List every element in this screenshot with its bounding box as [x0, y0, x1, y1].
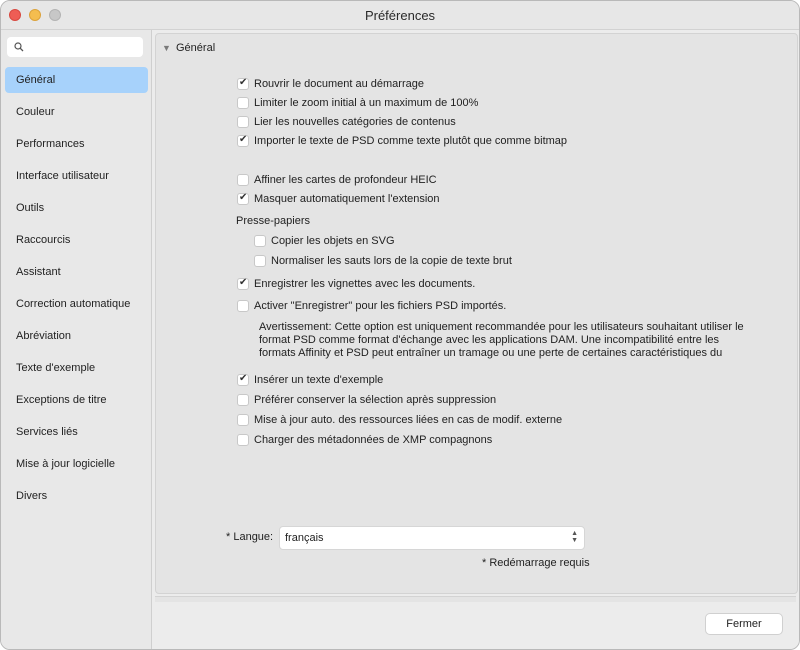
sidebar-item-divers[interactable]: Divers: [16, 490, 48, 502]
checkbox-normalize-breaks[interactable]: [254, 255, 512, 267]
sidebar: [1, 30, 152, 649]
checkbox-box[interactable]: [237, 174, 249, 186]
checkbox-label: Activer "Enregistrer" pour les fichiers PSD importés.: [254, 300, 507, 312]
restart-note: * Redémarrage requis: [482, 557, 590, 569]
sidebar-item-mise-a-jour[interactable]: Mise à jour logicielle: [16, 458, 116, 470]
checkbox-label: Rouvrir le document au démarrage: [254, 78, 424, 90]
checkbox-box[interactable]: [237, 394, 249, 406]
checkbox-copy-svg[interactable]: [254, 235, 395, 247]
checkbox-label: Copier les objets en SVG: [271, 235, 395, 247]
checkbox-insert-sample-text[interactable]: [237, 374, 383, 386]
checkbox-box[interactable]: [237, 434, 249, 446]
checkbox-label: Enregistrer les vignettes avec les documents.: [254, 278, 476, 290]
sidebar-item-texte-exemple[interactable]: Texte d'exemple: [16, 362, 96, 374]
sidebar-item-exceptions-titre[interactable]: Exceptions de titre: [16, 394, 107, 406]
checkbox-box[interactable]: [237, 135, 249, 147]
sidebar-item-couleur[interactable]: Couleur: [16, 106, 55, 118]
checkbox-label: Préférer conserver la sélection après suppression: [254, 394, 497, 406]
sidebar-item-outils[interactable]: Outils: [16, 202, 45, 214]
sidebar-item-interface[interactable]: Interface utilisateur: [16, 170, 109, 182]
up-down-chevron-icon: ▲ ▼: [571, 530, 578, 544]
checkbox-box[interactable]: [237, 300, 249, 312]
checkbox-label: Importer le texte de PSD comme texte plutôt que comme bitmap: [254, 135, 568, 147]
warning-line: format PSD comme format d'échange avec les applications DAM. Une incompatibilité entre les: [259, 334, 720, 346]
checkmark-icon: ✔: [239, 192, 248, 203]
checkbox-box[interactable]: [237, 116, 249, 128]
language-value: français: [285, 532, 324, 544]
language-select[interactable]: [279, 526, 585, 550]
clipboard-heading: Presse-papiers: [236, 215, 310, 227]
checkbox-box[interactable]: [254, 255, 266, 267]
warning-line: formats Affinity et PSD peut entraîner un tramage ou une perte de certaines caractéristiques du: [259, 347, 723, 359]
chevron-down-icon: ▼: [162, 43, 171, 53]
title-bar: [1, 1, 799, 30]
checkmark-icon: ✔: [239, 134, 248, 145]
sidebar-item-services-lies[interactable]: Services liés: [16, 426, 78, 438]
window-title: Préférences: [364, 8, 436, 23]
checkbox-hide-extension[interactable]: [237, 193, 440, 205]
checkmark-icon: ✔: [239, 373, 248, 384]
sidebar-item-correction[interactable]: Correction automatique: [16, 298, 131, 310]
checkbox-label: Limiter le zoom initial à un maximum de 100%: [254, 97, 479, 109]
close-button[interactable]: Fermer: [705, 613, 783, 635]
checkbox-save-thumbnails[interactable]: [237, 278, 475, 290]
checkbox-box[interactable]: [237, 97, 249, 109]
checkbox-keep-selection[interactable]: [237, 394, 496, 406]
psd-warning-text: [259, 321, 759, 360]
checkbox-box[interactable]: [254, 235, 266, 247]
sidebar-item-performances[interactable]: Performances: [16, 138, 85, 150]
checkbox-load-xmp[interactable]: [237, 434, 492, 446]
checkbox-enable-save-psd[interactable]: [237, 300, 506, 312]
section-header[interactable]: [162, 42, 215, 54]
checkbox-auto-update-resources[interactable]: [237, 414, 562, 426]
checkbox-box[interactable]: [237, 78, 249, 90]
general-panel: [155, 33, 798, 594]
checkbox-heic-depth[interactable]: [237, 174, 437, 186]
checkbox-label: Affiner les cartes de profondeur HEIC: [254, 174, 437, 186]
checkbox-reopen-document[interactable]: [237, 78, 424, 90]
search-icon: [14, 42, 24, 52]
sidebar-item-general[interactable]: Général: [5, 67, 148, 93]
checkbox-box[interactable]: [237, 278, 249, 290]
sidebar-item-assistant[interactable]: Assistant: [16, 266, 61, 278]
checkbox-box[interactable]: [237, 193, 249, 205]
warning-line: Avertissement: Cette option est uniquement recommandée pour les utilisateurs souhaitant utiliser le: [259, 321, 744, 333]
sidebar-item-raccourcis[interactable]: Raccourcis: [16, 234, 71, 246]
checkbox-import-psd-text[interactable]: [237, 135, 567, 147]
checkbox-label: Normaliser les sauts lors de la copie de texte brut: [271, 255, 512, 267]
checkbox-box[interactable]: [237, 374, 249, 386]
checkmark-icon: ✔: [239, 277, 248, 288]
sidebar-item-abreviation[interactable]: Abréviation: [16, 330, 72, 342]
checkbox-label: Mise à jour auto. des ressources liées en cas de modif. externe: [254, 414, 563, 426]
checkbox-link-categories[interactable]: [237, 116, 456, 128]
collapsed-panel-edge: [155, 596, 796, 602]
checkmark-icon: ✔: [239, 77, 248, 88]
checkbox-label: Insérer un texte d'exemple: [254, 374, 384, 386]
search-input[interactable]: [7, 37, 143, 57]
checkbox-box[interactable]: [237, 414, 249, 426]
checkbox-label: Charger des métadonnées de XMP compagnons: [254, 434, 493, 446]
section-title: Général: [176, 42, 216, 54]
checkbox-label: Lier les nouvelles catégories de contenus: [254, 116, 456, 128]
main-content: [152, 30, 799, 649]
checkbox-label: Masquer automatiquement l'extension: [254, 193, 440, 205]
language-label: * Langue:: [226, 531, 274, 543]
checkbox-limit-zoom[interactable]: [237, 97, 478, 109]
